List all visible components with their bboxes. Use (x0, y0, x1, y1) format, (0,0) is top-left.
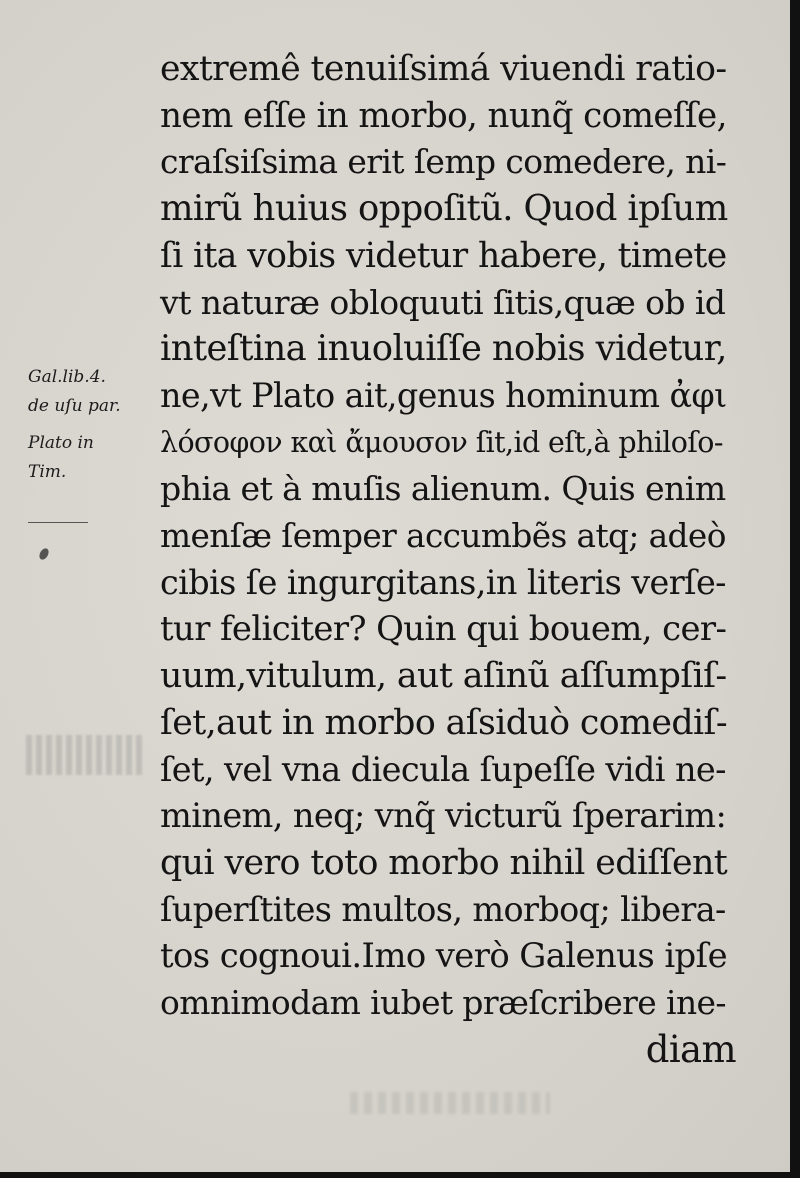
show-through-ink-bottom (350, 1092, 550, 1114)
show-through-ink (26, 735, 146, 775)
margin-note-galen-2: de uſu par. (28, 396, 121, 416)
text-line: cibis ſe ingurgitans,in literis verſe- (160, 562, 726, 602)
text-line: mirũ huius oppoſitũ. Quod ipſum (160, 188, 728, 230)
text-line: extremê tenuiſsimá viuendi ratio- (160, 49, 727, 89)
margin-note-plato-2: Tim. (28, 462, 67, 482)
scan-edge-right (790, 0, 800, 1178)
text-line: λόσοφον καὶ ἄμουσον ſit,id eſt,à philoſo- (160, 425, 723, 459)
text-line: omnimodam iubet præſcribere ine- (160, 983, 726, 1023)
text-line: phia et à muſis alienum. Quis enim (160, 469, 726, 509)
text-line: ne,vt Plato ait,genus hominum ἀφι (160, 375, 727, 415)
margin-underline (28, 522, 88, 523)
text-line: tos cognoui.Imo verò Galenus ipſe (160, 936, 728, 976)
text-line: tur feliciter? Quin qui bouem, cer- (160, 609, 727, 649)
scan-edge-bottom (0, 1172, 800, 1178)
text-line: ſet,aut in morbo aſsiduò comediſ- (160, 702, 727, 743)
text-line: inteſtina inuoluiſſe nobis videtur, (160, 328, 727, 370)
text-line: craſsiſsima erit ſemp comedere, ni- (160, 142, 727, 182)
text-line: ſuperſtites multos, morboq; libera- (160, 889, 726, 929)
text-line: uum,vitulum, aut aſinũ aſſumpſiſ- (160, 656, 727, 697)
text-line: nem eſſe in morbo, nunq̃ comeſſe, (160, 95, 727, 136)
text-line: ſi ita vobis videtur habere, timete (160, 235, 727, 276)
marginal-notes (28, 363, 153, 487)
text-line: qui vero toto morbo nihil ediſſent (160, 842, 728, 883)
text-line: minem, neq; vnq̃ victurũ ſperarim: (160, 796, 727, 836)
text-line: menſæ ſemper accumbẽs atq; adeò (160, 517, 726, 556)
text-line: ſet, vel vna diecula ſupeſſe vidi ne- (160, 749, 726, 789)
text-line: vt naturæ obloquuti ſitis,quæ ob id (160, 282, 726, 322)
body-text (160, 46, 740, 1073)
ink-smudge (38, 547, 51, 561)
margin-note-galen-1: Gal.lib.4. (28, 367, 106, 387)
catchword: diam (645, 1027, 736, 1071)
margin-note-plato-1: Plato in (28, 433, 94, 453)
